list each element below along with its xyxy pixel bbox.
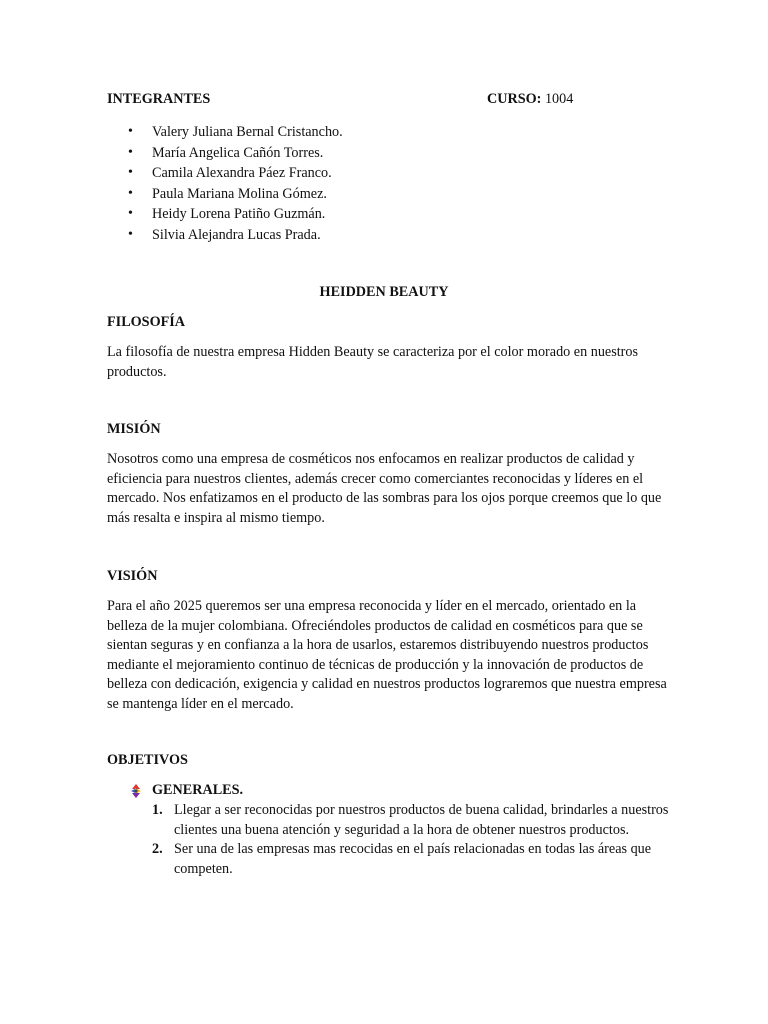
four-color-arrow-icon (128, 784, 144, 798)
mision-text: Nosotros como una empresa de cosméticos nos enfocamos en realizar productos de calidad y eficiencia para nuestros clientes, además crecer como comerciantes reconocidas y líderes en el mercado. Nos enfatizamos en el producto de las sombras para los ojos porque creemos que lo que más resalta e inspira al mismo tiempo. (107, 451, 662, 526)
list-item (128, 163, 343, 184)
item-text: Ser una de las empresas mas recocidas en el país relacionadas en todas las áreas que competen. (174, 841, 652, 877)
vision-text: Para el año 2025 queremos ser una empresa reconocida y líder en el mercado, orientado en la belleza de la mujer colombiana. Ofreciéndoles productos de calidad en cosméticos para que se sientan seguras y en confianza a la hora de usarlos, estaremos distribuyendo nuestros productos mediante el mejoramiento continuo de técnicas de producción y la innovación de productos de belleza con dedicación, exigencia y calidad en nuestros productos lograremos que nuestra empresa se mantenga líder en el mercado. (107, 598, 667, 712)
member-name: Heidy Lorena Patiño Guzmán. (152, 206, 326, 222)
list-item (152, 840, 672, 879)
list-item (152, 801, 672, 840)
vision-heading: VISIÓN (107, 568, 158, 584)
member-name: Valery Juliana Bernal Cristancho. (152, 124, 343, 140)
curso-field (487, 91, 573, 108)
bullet-icon: • (128, 144, 133, 160)
bullet-icon: • (128, 206, 133, 221)
bullet-icon: • (128, 185, 133, 201)
filosofia-heading: FILOSOFÍA (107, 314, 186, 330)
member-name: María Angelica Cañón Torres. (152, 144, 324, 161)
bullet-icon: • (128, 124, 133, 139)
item-number: 1. (152, 802, 163, 818)
list-item (128, 143, 343, 164)
objetivos-list (152, 801, 672, 879)
member-name: Paula Mariana Molina Gómez. (152, 185, 327, 202)
mision-heading: MISIÓN (107, 421, 161, 437)
integrantes-label: INTEGRANTES (107, 91, 211, 107)
item-number: 2. (152, 841, 163, 858)
curso-value: 1004 (544, 91, 574, 107)
list-item (128, 122, 343, 143)
list-item (128, 184, 343, 205)
bullet-icon: • (128, 165, 133, 180)
generales-label: GENERALES. (152, 782, 244, 798)
list-item (128, 204, 343, 225)
header-row (107, 91, 667, 111)
list-item (128, 225, 343, 246)
item-text: Llegar a ser reconocidas por nuestros productos de buena calidad, brindarles a nuestros clientes una buena atención y seguridad a la hora de obtener nuestros productos. (174, 802, 669, 838)
member-name: Camila Alexandra Páez Franco. (152, 165, 332, 181)
objetivos-heading: OBJETIVOS (107, 752, 188, 768)
member-name: Silvia Alejandra Lucas Prada. (152, 226, 321, 243)
document-title: HEIDDEN BEAUTY (319, 284, 449, 300)
filosofia-text: La filosofía de nuestra empresa Hidden Beauty se caracteriza por el color morado en nuestros productos. (107, 344, 639, 380)
members-list (128, 122, 343, 245)
curso-label: CURSO: (487, 91, 542, 107)
bullet-icon: • (128, 226, 133, 242)
